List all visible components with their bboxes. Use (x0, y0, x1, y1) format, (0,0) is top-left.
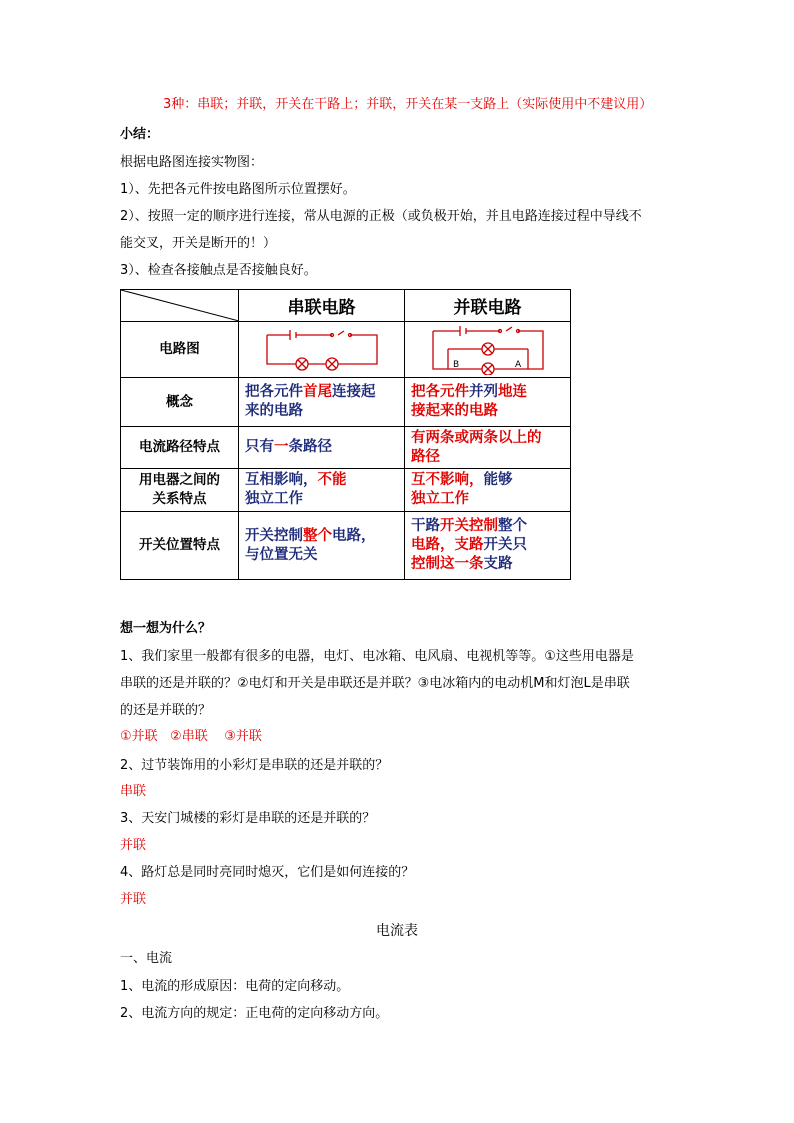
series-current-path: 只有一条路径 (239, 427, 405, 469)
current-item-1: 1、电流的形成原因：电荷的定向移动。 (120, 979, 350, 994)
answer-1: ①并联 ②串联 ③并联 (120, 729, 262, 744)
answer-4: 并联 (120, 892, 147, 907)
row-label-switch: 开关位置特点 (121, 512, 239, 580)
diagonal-line (121, 290, 239, 321)
top-line: 3种：串联；并联，开关在干路上；并联，开关在某一支路上（实际使用中不建议用） (163, 97, 653, 112)
header-series: 串联电路 (239, 290, 405, 322)
summary-title: 小结： (120, 127, 160, 142)
row-label-concept: 概念 (121, 378, 239, 427)
question-1-end: 的还是并联的？ (120, 703, 212, 718)
comparison-table (120, 289, 571, 580)
header-parallel: 并联电路 (405, 290, 571, 322)
parallel-switch: 干路开关控制整个 电路，支路开关只 控制这一条支路 (405, 512, 571, 580)
table-corner-cell (121, 290, 239, 322)
parallel-relation: 互不影响，能够 独立工作 (405, 469, 571, 512)
ammeter-title: 电流表 (376, 923, 418, 939)
series-circuit-diagram (262, 327, 382, 373)
question-4: 4、路灯总是同时亮同时熄灭，它们是如何连接的？ (120, 865, 415, 880)
think-title: 想一想为什么？ (120, 621, 212, 636)
question-3: 3、天安门城楼的彩灯是串联的还是并联的？ (120, 811, 376, 826)
summary-intro: 根据电路图连接实物图： (120, 155, 264, 170)
parallel-circuit-diagram (428, 325, 548, 375)
summary-step-1: 1）、先把各元件按电路图所示位置摆好。 (120, 182, 356, 197)
answer-2: 串联 (120, 784, 147, 799)
summary-step-2: 2）、按照一定的顺序进行连接，常从电源的正极（或负极开始，并且电路连接过程中导线不 (120, 209, 642, 224)
summary-step-3: 3）、检查各接触点是否接触良好。 (120, 263, 317, 278)
question-1-cont: 串联的还是并联的？②电灯和开关是串联还是并联？③电冰箱内的电动机M和灯泡L是串联 (120, 676, 630, 691)
series-switch: 开关控制整个电路， 与位置无关 (239, 512, 405, 580)
question-2: 2、过节装饰用的小彩灯是串联的还是并联的？ (120, 758, 389, 773)
current-item-2: 2、电流方向的规定：正电荷的定向移动方向。 (120, 1006, 389, 1021)
section-current: 一、电流 (120, 951, 173, 966)
parallel-current-path: 有两条或两条以上的 路径 (405, 427, 571, 469)
parallel-concept: 把各元件并列地连 接起来的电路 (405, 378, 571, 427)
label-a: A (514, 359, 521, 370)
answer-3: 并联 (120, 838, 147, 853)
row-label-diagram: 电路图 (121, 322, 239, 378)
label-b: B (452, 359, 459, 370)
summary-step-2-cont: 能交叉，开关是断开的！） (120, 236, 277, 251)
series-circuit-cell (239, 322, 405, 378)
question-1: 1、我们家里一般都有很多的电器，电灯、电冰箱、电风扇、电视机等等。①这些用电器是 (120, 649, 634, 664)
series-relation: 互相影响，不能 独立工作 (239, 469, 405, 512)
row-label-relation: 用电器之间的 关系特点 (121, 469, 239, 512)
series-concept: 把各元件首尾连接起 来的电路 (239, 378, 405, 427)
row-label-current-path: 电流路径特点 (121, 427, 239, 469)
parallel-circuit-cell (405, 322, 571, 378)
